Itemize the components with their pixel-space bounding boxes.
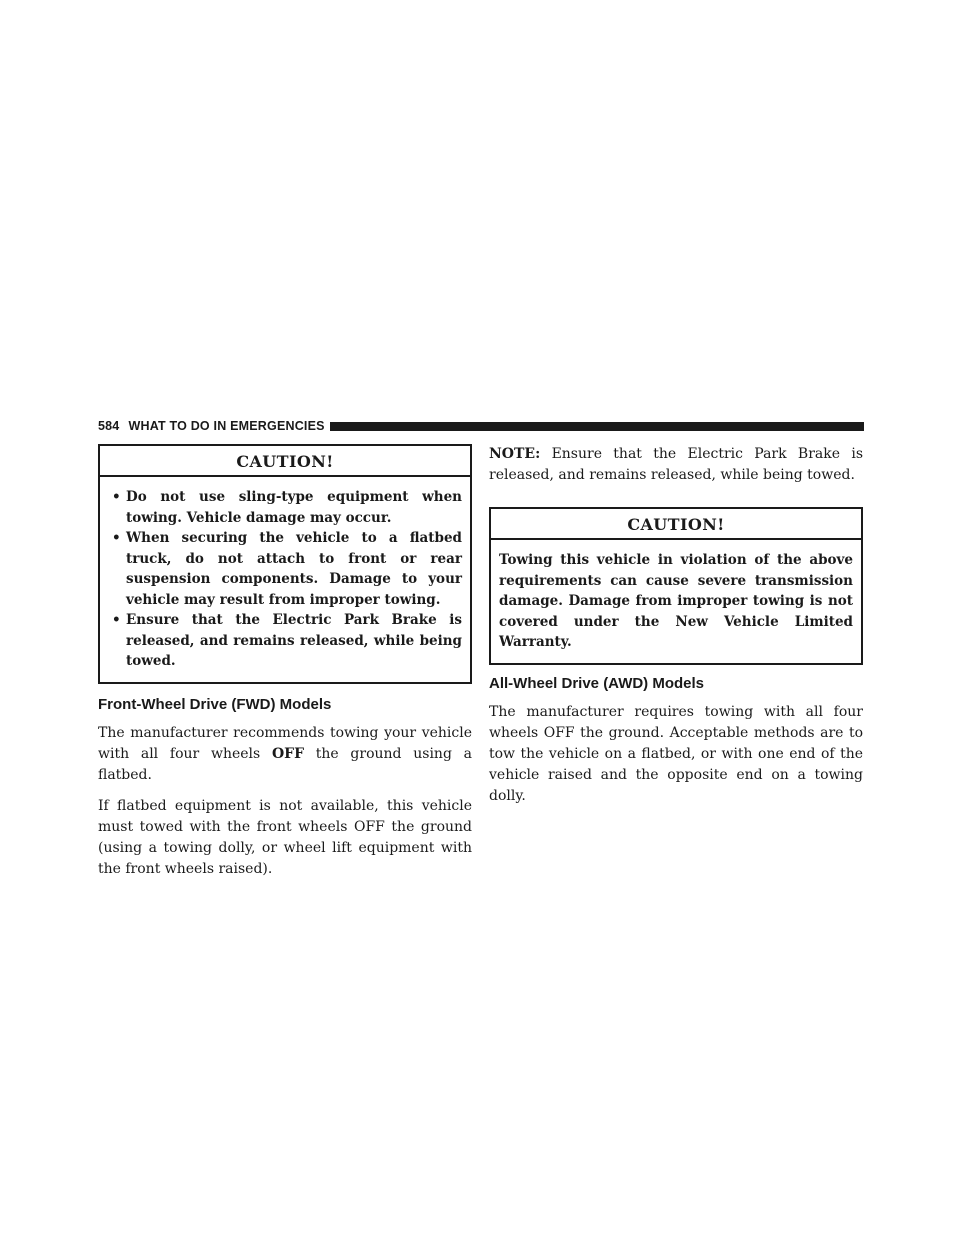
section-title: WHAT TO DO IN EMERGENCIES [128,419,325,433]
caution-title: CAUTION! [491,509,861,540]
caution-body: Towing this vehicle in violation of the above requirements can cause severe transmission damage. Damage from improper towing is not covered under the New Vehicle Limited Warranty. [499,552,853,650]
caution-list [108,487,462,672]
caution-title: CAUTION! [100,446,470,477]
caution-box-right [489,507,863,665]
fwd-text-before: The manufacturer recommends towing your vehicle with all four wheels [98,724,472,762]
caution-item: • Do not use sling-type equipment when towing. Vehicle damage may occur. [108,487,462,528]
header-rule [330,422,864,431]
caution-body [100,477,470,682]
fwd-heading: Front-Wheel Drive (FWD) Models [98,695,332,713]
fwd-paragraph-2: If flatbed equipment is not available, this vehicle must towed with the front wheels OFF the ground (using a towing dolly, or wheel lift equipment with the front wheels raised). [98,797,472,877]
note-paragraph [489,444,863,486]
caution-item: • Ensure that the Electric Park Brake is released, and remains released, while being towed. [108,610,462,672]
caution-box-left [98,444,472,684]
page-number: 584 [98,419,120,433]
left-column [98,444,472,890]
note-text: Ensure that the Electric Park Brake is released, and remains released, while being towed. [489,446,863,483]
note-label: NOTE: [489,446,541,462]
awd-heading: All-Wheel Drive (AWD) Models [489,674,705,692]
fwd-text-after: the ground using a flatbed. [98,745,472,783]
header-text [98,419,325,433]
page-header [98,417,864,437]
fwd-text-bold: OFF [271,745,305,762]
right-column [489,444,863,817]
fwd-paragraph-1 [98,723,472,786]
awd-paragraph: The manufacturer requires towing with all four wheels OFF the ground. Acceptable methods are to tow the vehicle on a flatbed, or with one end of the vehicle raised and the opposite end on a towing dolly. [489,703,863,804]
caution-item: • When securing the vehicle to a flatbed truck, do not attach to front or rear suspension components. Damage to your vehicle may result from improper towing. [108,528,462,610]
